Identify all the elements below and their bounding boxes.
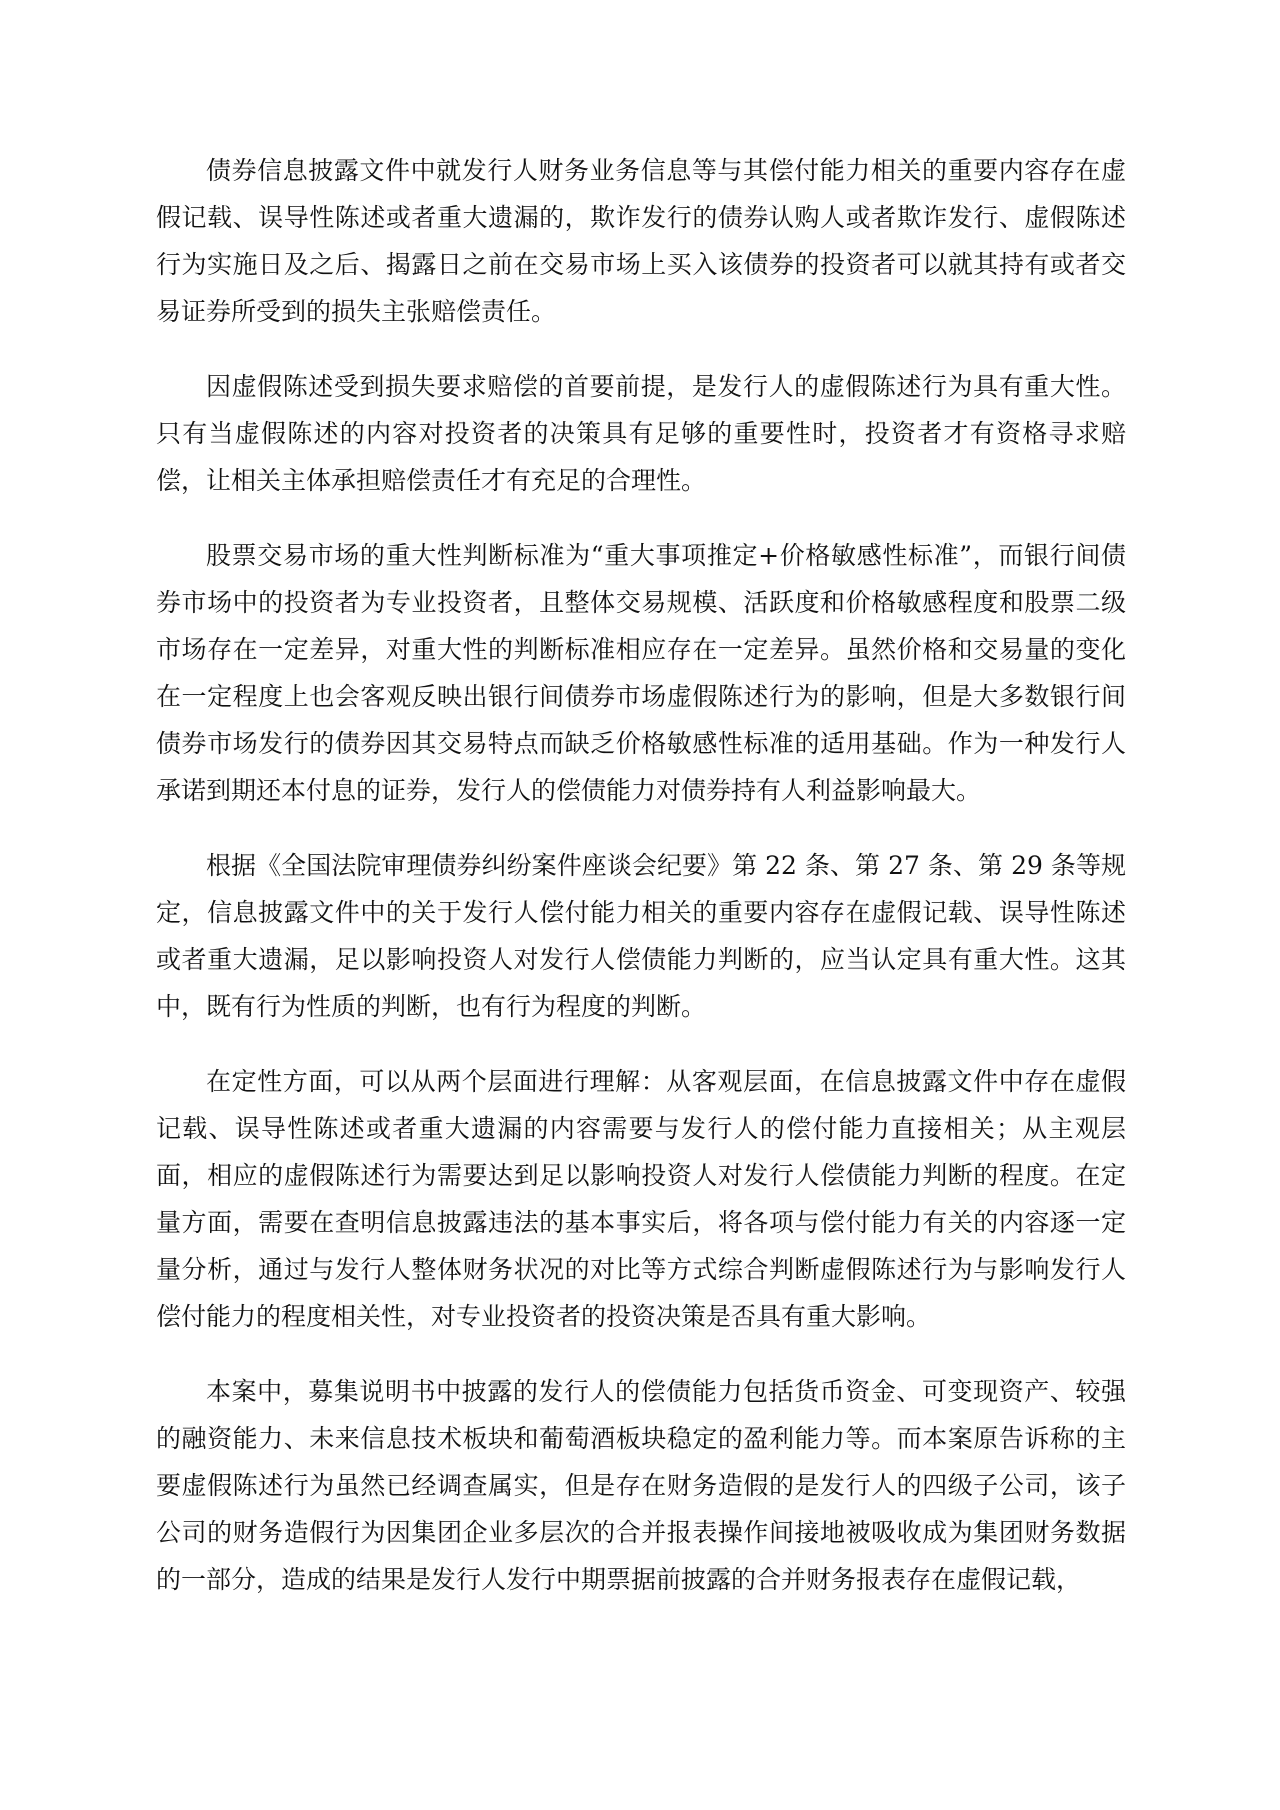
- paragraph: 因虚假陈述受到损失要求赔偿的首要前提，是发行人的虚假陈述行为具有重大性。只有当虚假陈述的内容对投资者的决策具有足够的重要性时，投资者才有资格寻求赔偿，让相关主体承担赔偿责任才有充足的合理性。: [156, 372, 1126, 495]
- paragraph: 在定性方面，可以从两个层面进行理解：从客观层面，在信息披露文件中存在虚假记载、误导性陈述或者重大遗漏的内容需要与发行人的偿付能力直接相关；从主观层面，相应的虚假陈述行为需要达到足以影响投资人对发行人偿债能力判断的程度。在定量方面，需要在查明信息披露违法的基本事实后，将各项与偿付能力有关的内容逐一定量分析，通过与发行人整体财务状况的对比等方式综合判断虚假陈述行为与影响发行人偿付能力的程度相关性，对专业投资者的投资决策是否具有重大影响。: [156, 1067, 1126, 1331]
- paragraph: 股票交易市场的重大性判断标准为“重大事项推定+价格敏感性标准”，而银行间债券市场中的投资者为专业投资者，且整体交易规模、活跃度和价格敏感程度和股票二级市场存在一定差异，对重大性的判断标准相应存在一定差异。虽然价格和交易量的变化在一定程度上也会客观反映出银行间债券市场虚假陈述行为的影响，但是大多数银行间债券市场发行的债券因其交易特点而缺乏价格敏感性标准的适用基础。作为一种发行人承诺到期还本付息的证券，发行人的偿债能力对债券持有人利益影响最大。: [156, 541, 1126, 805]
- paragraph: 根据《全国法院审理债券纠纷案件座谈会纪要》第 22 条、第 27 条、第 29 条等规定，信息披露文件中的关于发行人偿付能力相关的重要内容存在虚假记载、误导性陈述或者重大遗漏，足以影响投资人对发行人偿债能力判断的，应当认定具有重大性。这其中，既有行为性质的判断，也有行为程度的判断。: [156, 851, 1126, 1021]
- document-page: [156, 147, 1126, 1631]
- paragraph: 债券信息披露文件中就发行人财务业务信息等与其偿付能力相关的重要内容存在虚假记载、误导性陈述或者重大遗漏的，欺诈发行的债券认购人或者欺诈发行、虚假陈述行为实施日及之后、揭露日之前在交易市场上买入该债券的投资者可以就其持有或者交易证券所受到的损失主张赔偿责任。: [156, 156, 1126, 326]
- paragraph: 本案中，募集说明书中披露的发行人的偿债能力包括货币资金、可变现资产、较强的融资能力、未来信息技术板块和葡萄酒板块稳定的盈利能力等。而本案原告诉称的主要虚假陈述行为虽然已经调查属实，但是存在财务造假的是发行人的四级子公司，该子公司的财务造假行为因集团企业多层次的合并报表操作间接地被吸收成为集团财务数据的一部分，造成的结果是发行人发行中期票据前披露的合并财务报表存在虚假记载，: [156, 1377, 1126, 1594]
